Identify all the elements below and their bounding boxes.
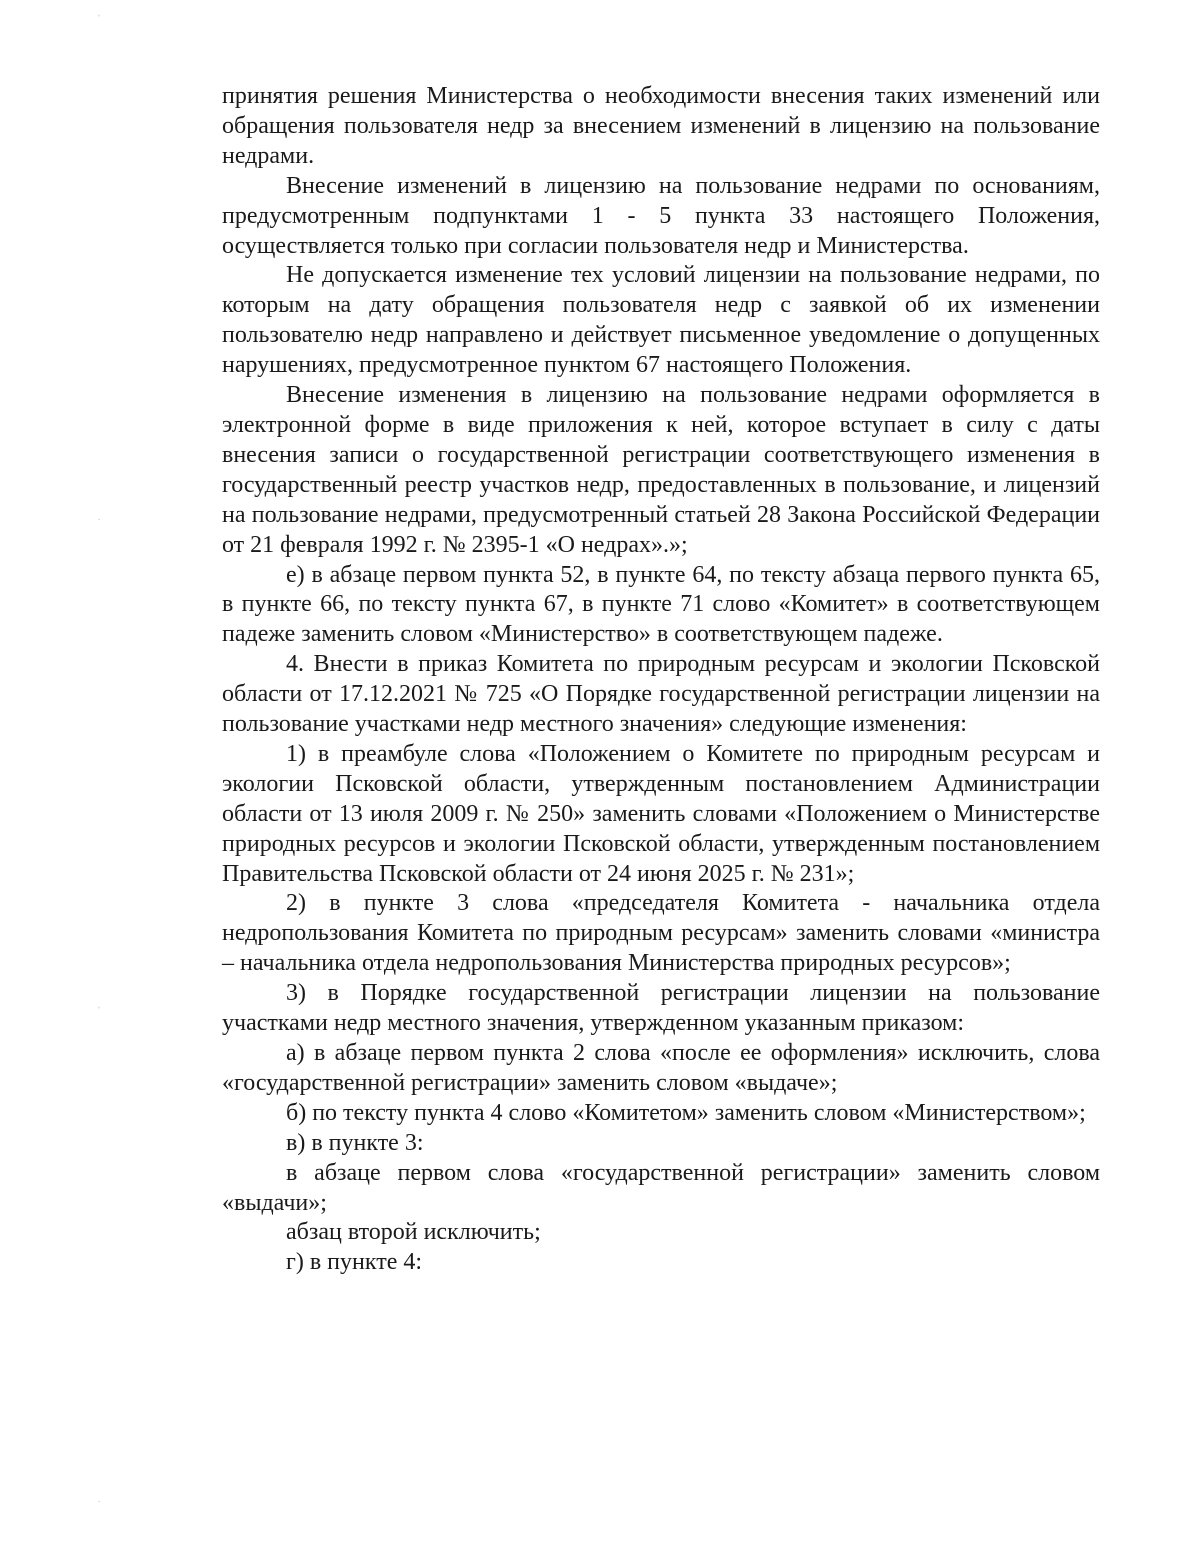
paragraph: а) в абзаце первом пункта 2 слова «после ее оформления» исключить, слова «государственной регистрации» заменить словом «выдаче»; xyxy=(222,1040,1100,1096)
paragraph: 1) в преамбуле слова «Положением о Комитете по природным ресурсам и экологии Псковской области, утвержденным постановлением Администрации области от 13 июля 2009 г. № 250» заменить словами «Положением о Министерстве природных ресурсов и экологии Псковской области, утвержденным постановлением Правительства Псковской области от 24 июня 2025 г. № 231»; xyxy=(222,740,1100,887)
paragraph: 2) в пункте 3 слова «председателя Комитета - начальника отдела недропользования Комитета по природным ресурсам» заменить словами «министра – начальника отдела недропользования Министерства природных ресурсов»; xyxy=(222,890,1100,977)
paragraph: Не допускается изменение тех условий лицензии на пользование недрами, по которым на дату обращения пользователя недр с заявкой об их изменении пользователю недр направлено и действует письменное уведомление о допущенных нарушениях, предусмотренное пунктом 67 настоящего Положения. xyxy=(222,262,1100,379)
paragraph: Внесение изменений в лицензию на пользование недрами по основаниям, предусмотренным подпунктами 1 - 5 пункта 33 настоящего Положения, осуществляется только при согласии пользователя недр и Министерства. xyxy=(222,172,1100,259)
scan-mark: ˈ xyxy=(98,14,100,22)
paragraph: б) по тексту пункта 4 слово «Комитетом» заменить словом «Министерством»; xyxy=(286,1099,1086,1126)
paragraph: в абзаце первом слова «государственной регистрации» заменить словом «выдачи»; xyxy=(222,1159,1100,1216)
scan-mark: ˈ xyxy=(98,1006,100,1014)
paragraph: Внесение изменения в лицензию на пользование недрами оформляется в электронной форме в виде приложения к ней, которое вступает в силу с даты внесения записи о государственной регистрации соответствующего изменения в государственный реестр участков недр, предоставленных в пользование, и лицензий на пользование недрами, предусмотренный статьей 28 Закона Российской Федерации от 21 февраля 1992 г. № 2395-1 «О недрах».»; xyxy=(222,382,1100,558)
document-body xyxy=(222,82,1100,1278)
paragraph: абзац второй исключить; xyxy=(286,1219,541,1246)
scan-mark: · xyxy=(98,516,101,524)
paragraph: е) в абзаце первом пункта 52, в пункте 64, по тексту абзаца первого пункта 65, в пункте 66, по тексту пункта 67, в пункте 71 слово «Комитет» в соответствующем падеже заменить словом «Министерство» в соответствующем падеже. xyxy=(222,561,1100,648)
paragraph: принятия решения Министерства о необходимости внесения таких изменений или обращения пользователя недр за внесением изменений в лицензию на пользование недрами. xyxy=(222,83,1100,169)
paragraph: в) в пункте 3: xyxy=(286,1129,424,1156)
paragraph: г) в пункте 4: xyxy=(286,1249,423,1276)
paragraph: 4. Внести в приказ Комитета по природным ресурсам и экологии Псковской области от 17.12.2021 № 725 «О Порядке государственной регистрации лицензии на пользование участками недр местного значения» следующие изменения: xyxy=(222,651,1100,738)
paragraph: 3) в Порядке государственной регистрации лицензии на пользование участками недр местного значения, утвержденном указанным приказом: xyxy=(222,980,1100,1037)
scan-mark: · xyxy=(98,1498,101,1506)
